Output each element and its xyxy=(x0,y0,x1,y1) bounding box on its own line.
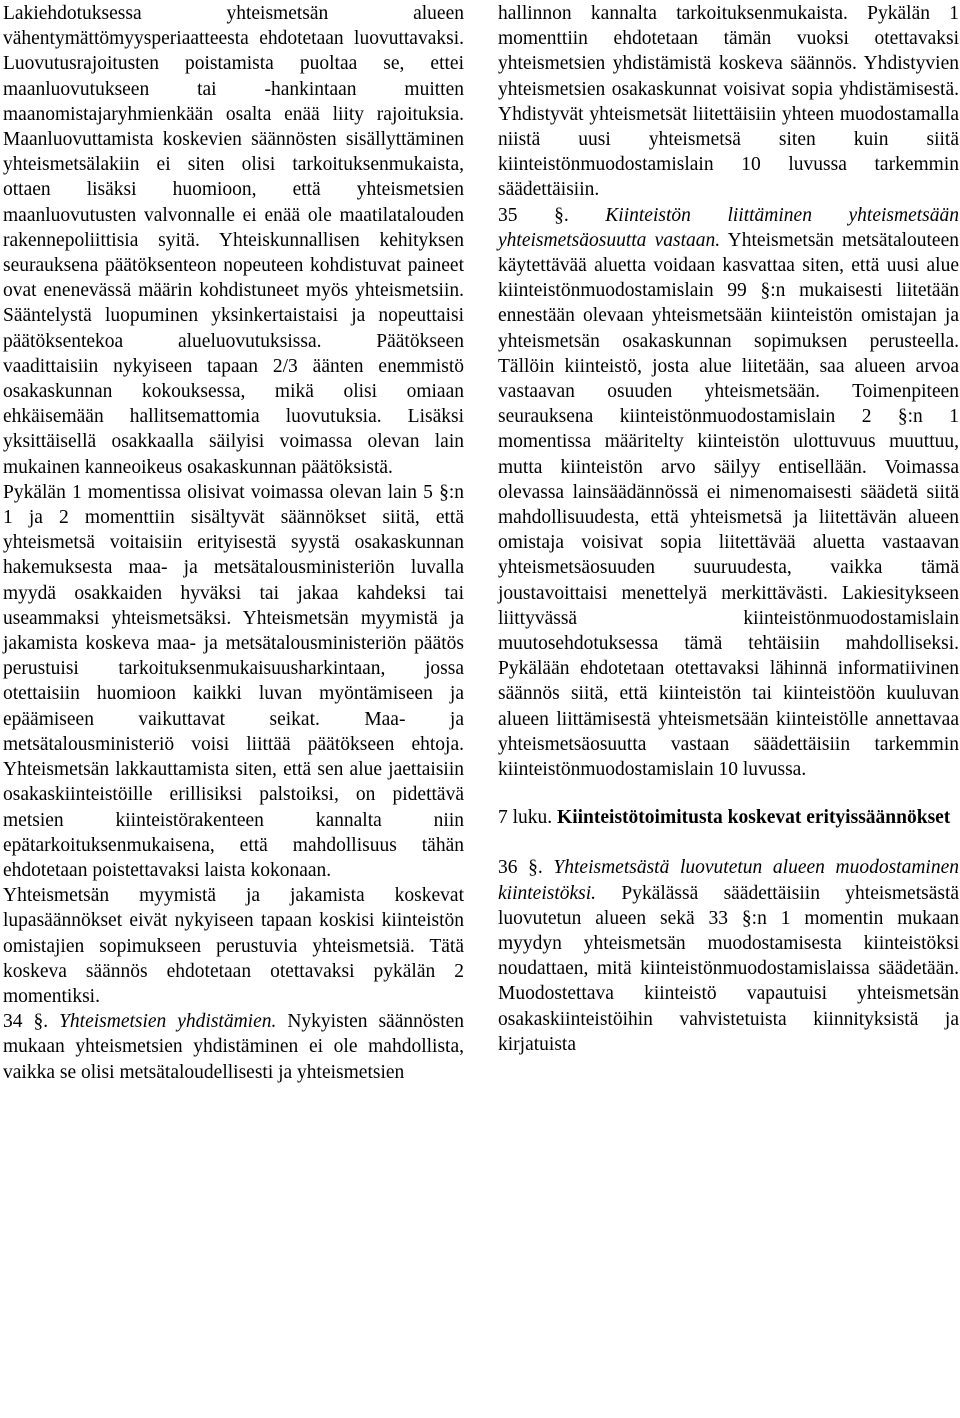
section-35 xyxy=(498,203,959,783)
section-36-text: Pykälässä säädettäisiin yhteismetsästä luovutetun alueen sekä 33 §:n 1 momentin mukaan myydyn yhteismetsän muodostamisesta kiinteistöksi noudattaen, mitä kiinteistönmuodostamislaissa säädetään. Muodostettava kiinteistö vapautuisi yhteismetsän osakaskiinteistöihin vahvistetuista kiinnityksistä ja kirjatuista xyxy=(498,882,960,1055)
chapter-7-heading xyxy=(498,802,959,833)
section-34-title: Yhteismetsien yhdistämien. xyxy=(59,1011,277,1033)
paragraph-vahentymattomyys: Lakiehdotuksessa yhteismetsän alueen vähentymättömyysperiaatteesta ehdotetaan luovuttavaksi. Luovutusrajoitusten poistamista puoltaa se, ettei maanluovutukseen tai -hankintaan muitten maanomistajaryhmienkään osalta enää liity rajoituksia. Maanluovuttamista koskevien säännösten sisällyttäminen yhteismetsälakiin ei siten olisi tarkoituksenmukaista, ottaen lisäksi huomioon, että yhteismetsien maanluovutusten valvonnalle ei enää ole maatilatalouden rakennepoliittisia syitä. Yhteiskunnallisen kehityksen seurauksena päätöksenteon nopeuteen kohdistuvat paineet ovat enenevässä määrin kohdistuneet myös yhteismetsiin. Sääntelystä luopuminen yksinkertaistaisi ja nopeuttaisi päätöksentekoa alueluovutuksissa. Päätökseen vaadittaisiin nykyiseen tapaan 2/3 äänten enemmistö osakaskunnan kokouksessa, mikä olisi omiaan ehkäisemään hallitsemattomia luovutuksia. Lisäksi yksittäisellä osakkaalla säilyisi voimassa olevan lain mukainen kanneoikeus osakaskunnan päätöksistä. xyxy=(3,3,464,478)
paragraph-hallinnon-kannalta: hallinnon kannalta tarkoituksenmukaista. Pykälän 1 momenttiin ehdotetaan tämän vuoksi otettavaksi yhteismetsien yhdistämistä koskeva säännös. Yhdistyvien yhteismetsien osakaskunnat voisivat sopia yhdistämisestä. Yhdistyvät yhteismetsät liitettäisiin yhteen muodostamalla niistä uusi yhteismetsä siten kuin siitä kiinteistönmuodostamislain 10 luvussa tarkemmin säädettäisiin. xyxy=(498,3,959,201)
paragraph-pykalan-1-momentti: Pykälän 1 momentissa olisivat voimassa olevan lain 5 §:n 1 ja 2 momenttiin sisältyvät säännökset siitä, että yhteismetsä voitaisiin erityisestä syystä osakaskunnan hakemuksesta maa- ja metsätalousministeriön luvalla myydä osakkaiden hyväksi tai jakaa kahdeksi tai useammaksi yhteismetsäksi. Yhteismetsän myymistä ja jakamista koskeva maa- ja metsätalousministeriön päätös perustuisi tarkoituksenmukaisuusharkintaan, jossa otettaisiin huomioon kaikki luvan myöntämiseen ja epäämiseen vaikuttavat seikat. Maa- ja metsätalousministeriö voisi liittää päätökseen ehtoja. Yhteismetsän lakkauttamista siten, että sen alue jaettaisiin osakaskiinteistöille erillisiksi palstoiksi, on pidettävä metsien kiinteistörakenteen kannalta niin epätarkoituksenmukaisena, että mahdollisuus tähän ehdotetaan poistettavaksi laista kokonaan. xyxy=(3,481,464,881)
section-35-number: 35 §. xyxy=(498,204,569,226)
section-35-text: Yhteismetsän metsätalouteen käytettävää aluetta voidaan kasvattaa siten, että uusi alue kiinteistönmuodostamislain 99 §:n mukaisesti liitetään ennestään olevaan yhteismetsään kiinteistön omistajan ja yhteismetsän osakaskunnan sopimuksen perusteella. Tällöin kiinteistö, josta alue liitetään, saa alueen arvoa vastaavan osuuden yhteismetsään. Toimenpiteen seurauksena kiinteistönmuodostamislain 2 §:n 1 momentissa määritelty kiinteistön ulottuvuus muuttuu, mutta kiinteistön arvo säilyy entisellään. Voimassa olevassa lainsäädännössä ei nimenomaisesti säädetä siitä mahdollisuudesta, että yhteismetsä ja liitettävän alueen omistaja voisivat sopia liitettävää aluetta vastaavan yhteismetsäosuuden suuruudesta, vaikka tämä joustavoittaisi menettelyä merkittävästi. Lakiesitykseen liittyvässä kiinteistönmuodostamislain muutosehdotuksessa tämä tehtäisiin mahdolliseksi. Pykälään ehdotetaan otettavaksi lähinnä informatiivinen säännös siitä, että kiinteistön tai kiinteistöön kuuluvan alueen liittämisestä yhteismetsään kiinteistölle annettavaa yhteismetsäosuutta vastaan säädettäisiin tarkemmin kiinteistönmuodostamislain 10 luvussa. xyxy=(498,229,959,781)
left-column xyxy=(3,1,464,1085)
section-36 xyxy=(498,855,959,1057)
spacer xyxy=(498,833,959,855)
section-36-title: Yhteismetsästä luovutetun alueen muodostaminen kiinteistöksi. xyxy=(498,857,960,904)
section-34-number: 34 §. xyxy=(3,1011,49,1033)
spacer xyxy=(498,782,959,802)
section-36-number: 36 §. xyxy=(498,857,543,879)
section-34-text: Nykyisten säännösten mukaan yhteismetsien yhdistäminen ei ole mahdollista, vaikka se olisi metsätaloudellisesti ja yhteismetsien xyxy=(3,1011,465,1083)
section-34 xyxy=(3,1009,464,1085)
section-35-title: Kiinteistön liittäminen yhteismetsään yhteismetsäosuutta vastaan. xyxy=(498,204,959,251)
chapter-7-number: 7 luku. xyxy=(498,807,553,829)
chapter-7-title: Kiinteistötoimitusta koskevat erityissäännökset xyxy=(557,807,951,829)
paragraph-lupasaannokset: Yhteismetsän myymistä ja jakamista koskevat lupasäännökset eivät nykyiseen tapaan koskisi kiinteistön omistajien sopimukseen perustuvia yhteismetsiä. Tätä koskeva säännös ehdotetaan otettavaksi pykälän 2 momentiksi. xyxy=(3,885,464,1007)
right-column xyxy=(498,1,959,1057)
